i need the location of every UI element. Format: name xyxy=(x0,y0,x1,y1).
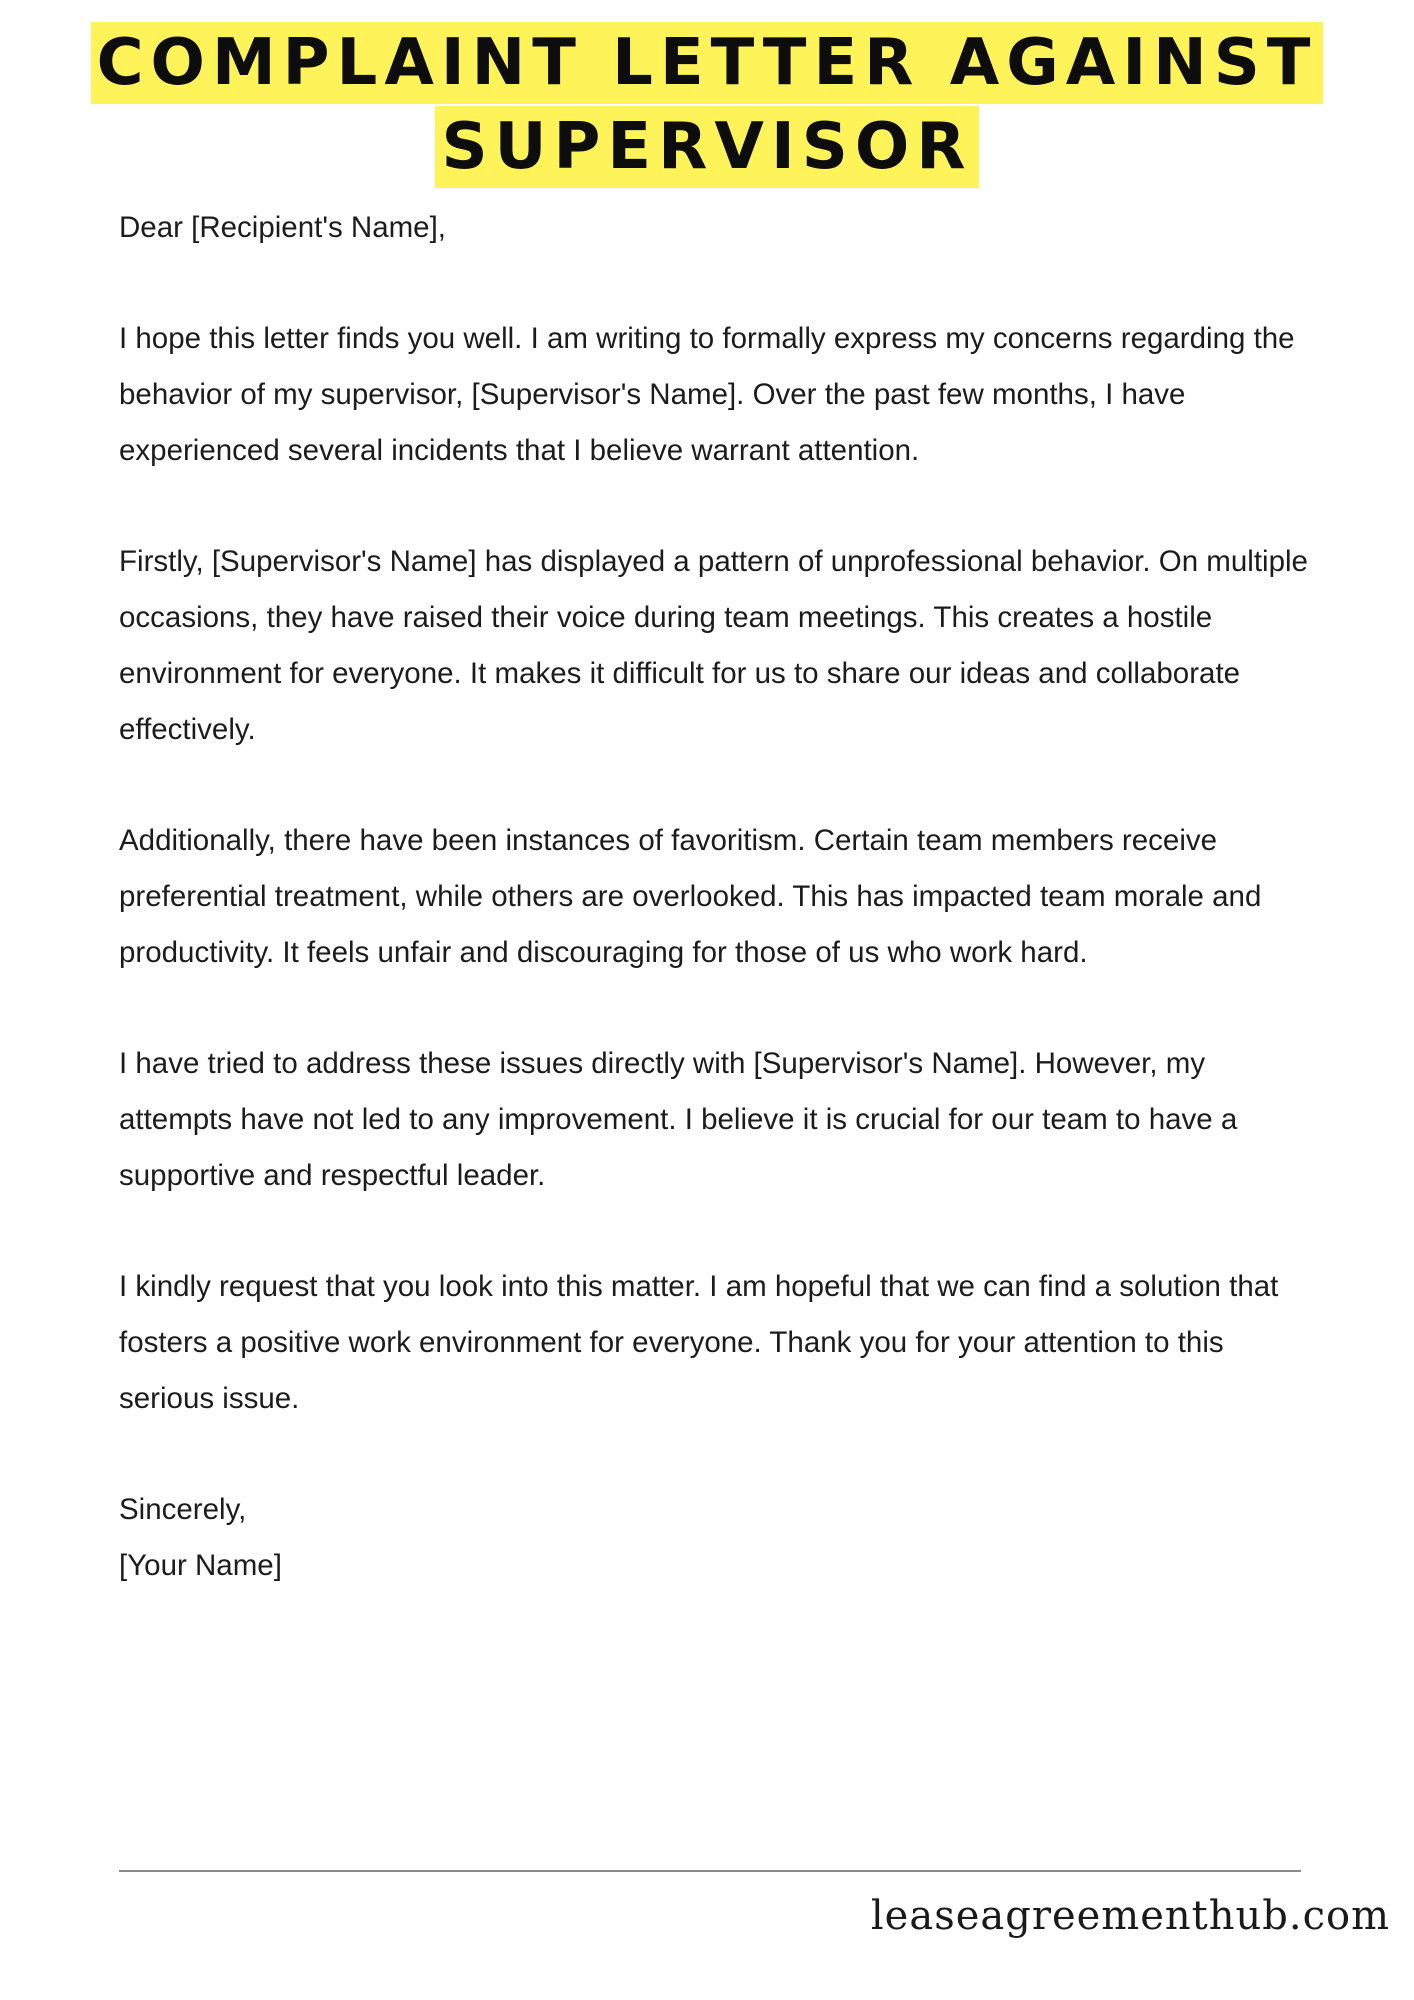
page-title xyxy=(0,22,1414,190)
paragraph-request: I kindly request that you look into this matter. I am hopeful that we can find a solution that fosters a positive work environment for everyone. Thank you for your attention to this serious issue. xyxy=(119,1270,1279,1415)
paragraph-unprofessional-behavior: Firstly, [Supervisor's Name] has displayed a pattern of unprofessional behavior. On multiple occasions, they have raised their voice during team meetings. This creates a hostile environment for everyone. It makes it difficult for us to share our ideas and collaborate effectively. xyxy=(119,545,1308,746)
paragraph-attempts: I have tried to address these issues directly with [Supervisor's Name]. However, my attempts have not led to any improvement. I believe it is crucial for our team to have a supportive and respectful leader. xyxy=(119,1047,1238,1192)
letter-body xyxy=(119,200,1309,1594)
paragraph-favoritism: Additionally, there have been instances of favoritism. Certain team members receive preferential treatment, while others are overlooked. This has impacted team morale and productivity. It feels unfair and discouraging for those of us who work hard. xyxy=(119,824,1262,969)
website-text: leaseagreementhub.com xyxy=(870,1893,1390,1939)
signature: [Your Name] xyxy=(119,1549,282,1582)
closing: Sincerely, xyxy=(119,1493,247,1526)
title-line-2: SUPERVISOR xyxy=(435,106,978,188)
salutation: Dear [Recipient's Name], xyxy=(119,211,446,244)
title-line-1: COMPLAINT LETTER AGAINST xyxy=(91,22,1324,104)
paragraph-intro: I hope this letter finds you well. I am writing to formally express my concerns regarding the behavior of my supervisor, [Supervisor's Name]. Over the past few months, I have experienced several incidents that I believe warrant attention. xyxy=(119,322,1295,467)
footer-divider xyxy=(119,1870,1301,1872)
